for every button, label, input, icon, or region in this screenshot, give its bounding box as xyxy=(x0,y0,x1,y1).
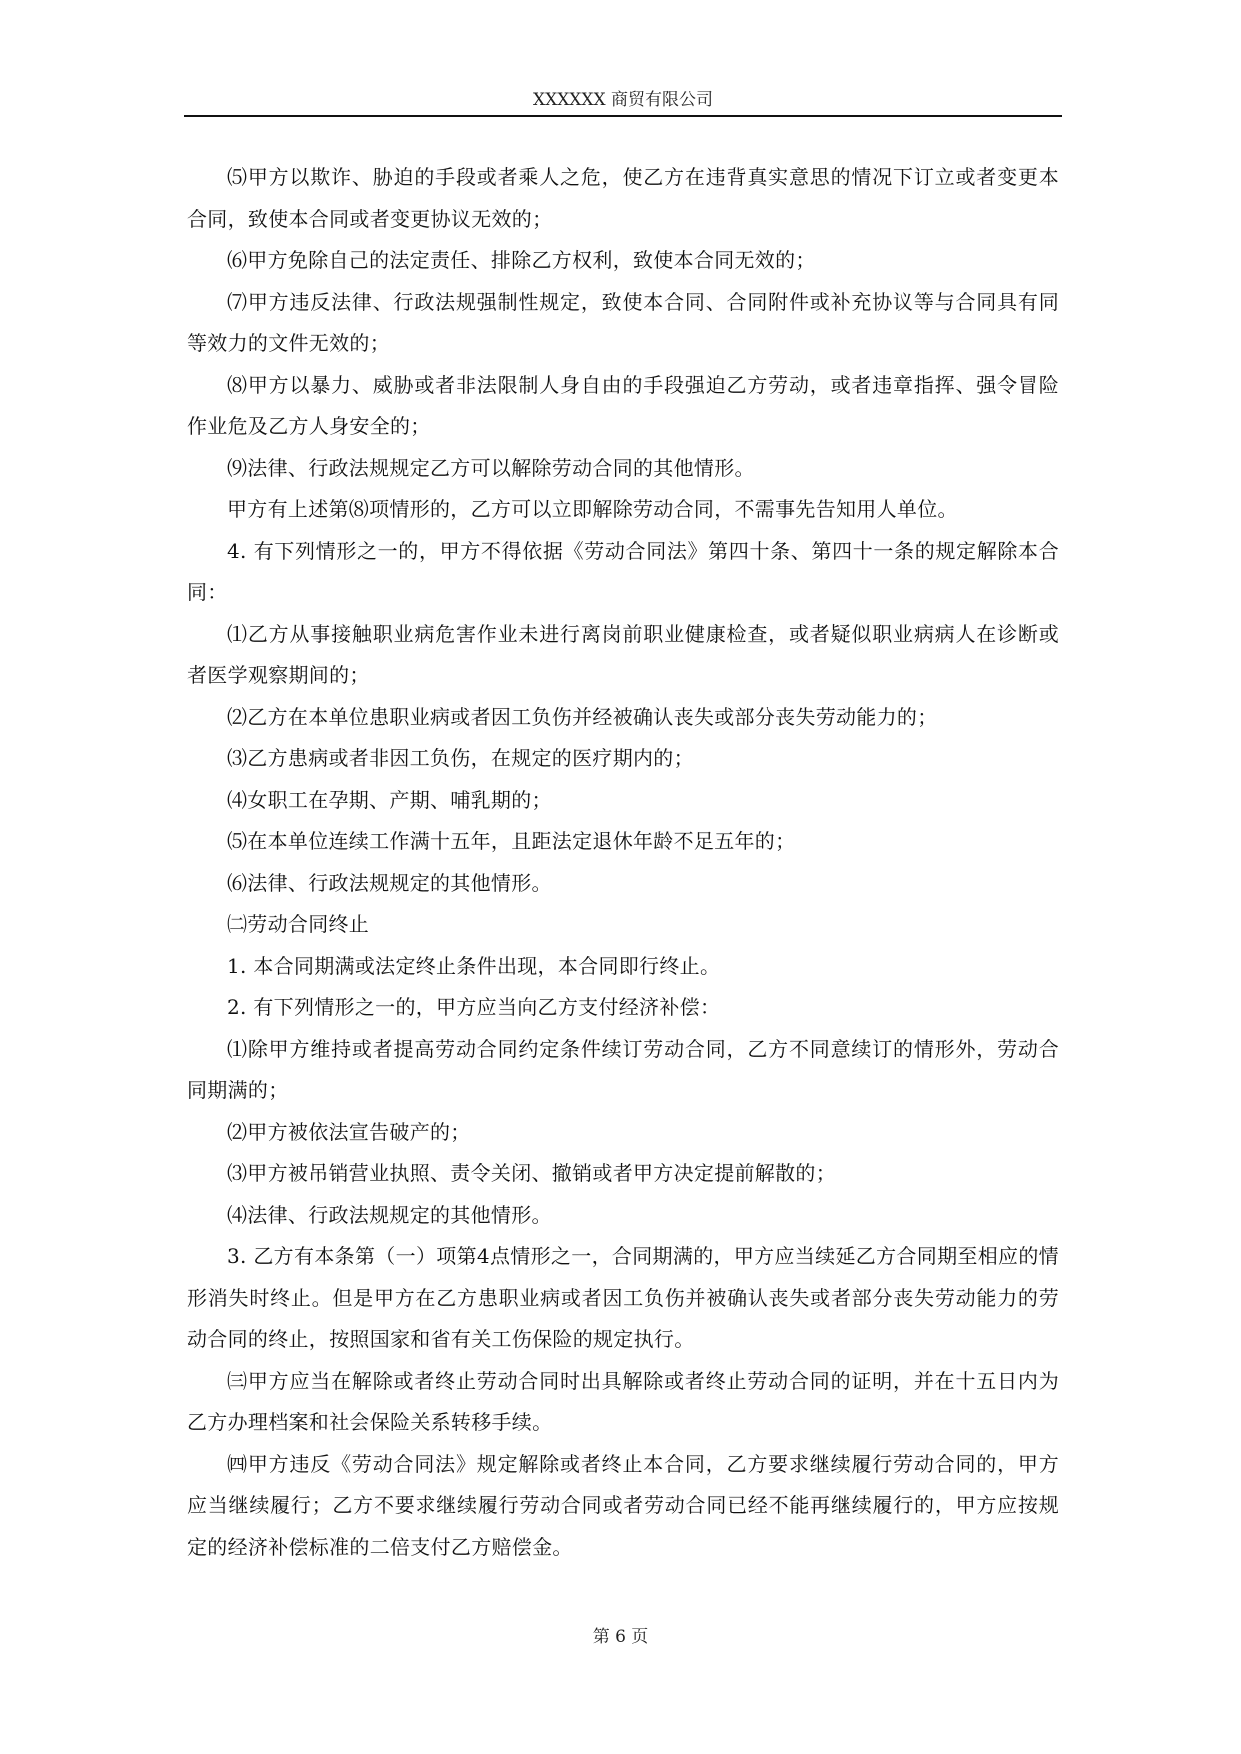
paragraph: ⑷法律、行政法规规定的其他情形。 xyxy=(227,1202,552,1227)
paragraph: ⑹甲方免除自己的法定责任、排除乙方权利，致使本合同无效的； xyxy=(227,248,816,272)
paragraph: ⑸甲方以欺诈、胁迫的手段或者乘人之危，使乙方在违背真实意思的情况下订立或者变更本合同，致使本合同或者变更协议无效的； xyxy=(187,165,1059,231)
page-header: XXXXXX 商贸有限公司 xyxy=(532,90,714,110)
paragraph: ⑼法律、行政法规规定乙方可以解除劳动合同的其他情形。 xyxy=(227,455,755,480)
paragraph: ⑷女职工在孕期、产期、哺乳期的； xyxy=(227,787,552,812)
paragraph: 3. 乙方有本条第（一）项第4点情形之一，合同期满的，甲方应当续延乙方合同期至相应的情形消失时终止。但是甲方在乙方患职业病或者因工负伤并被确认丧失或者部分丧失劳动能力的劳动合同的终止，按照国家和省有关工伤保险的规定执行。 xyxy=(187,1244,1059,1351)
page-number: 第 6 页 xyxy=(592,1627,649,1647)
paragraph: 甲方有上述第⑻项情形的，乙方可以立即解除劳动合同，不需事先告知用人单位。 xyxy=(227,497,958,521)
section-heading: ㈡劳动合同终止 xyxy=(227,912,370,936)
paragraph: ㈣甲方违反《劳动合同法》规定解除或者终止本合同，乙方要求继续履行劳动合同的，甲方应当继续履行；乙方不要求继续履行劳动合同或者劳动合同已经不能再继续履行的，甲方应按规定的经济补偿标准的二倍支付乙方赔偿金。 xyxy=(187,1451,1059,1559)
paragraph: ⑵乙方在本单位患职业病或者因工负伤并经被确认丧失或部分丧失劳动能力的； xyxy=(227,704,938,729)
paragraph: ⑴乙方从事接触职业病危害作业未进行离岗前职业健康检查，或者疑似职业病病人在诊断或者医学观察期间的； xyxy=(187,621,1059,687)
paragraph: ⑸在本单位连续工作满十五年，且距法定退休年龄不足五年的； xyxy=(227,829,796,853)
paragraph: ⑶甲方被吊销营业执照、责令关闭、撤销或者甲方决定提前解散的； xyxy=(227,1161,836,1185)
paragraph: ⑶乙方患病或者非因工负伤，在规定的医疗期内的； xyxy=(227,746,694,770)
paragraph: ⑻甲方以暴力、威胁或者非法限制人身自由的手段强迫乙方劳动，或者违章指挥、强令冒险作业危及乙方人身安全的； xyxy=(187,372,1059,438)
paragraph: ⑹法律、行政法规规定的其他情形。 xyxy=(227,870,552,895)
paragraph: ⑴除甲方维持或者提高劳动合同约定条件续订劳动合同，乙方不同意续订的情形外，劳动合同期满的； xyxy=(187,1036,1059,1102)
paragraph: 1. 本合同期满或法定终止条件出现，本合同即行终止。 xyxy=(227,953,721,978)
document-body xyxy=(187,157,1059,1568)
header-divider xyxy=(184,115,1062,117)
paragraph: ⑺甲方违反法律、行政法规强制性规定，致使本合同、合同附件或补充协议等与合同具有同等效力的文件无效的； xyxy=(187,289,1059,355)
paragraph: ㈢甲方应当在解除或者终止劳动合同时出具解除或者终止劳动合同的证明，并在十五日内为乙方办理档案和社会保险关系转移手续。 xyxy=(187,1368,1059,1434)
paragraph: ⑵甲方被依法宣告破产的； xyxy=(227,1119,471,1144)
paragraph: 4. 有下列情形之一的，甲方不得依据《劳动合同法》第四十条、第四十一条的规定解除本合同： xyxy=(187,538,1059,604)
paragraph: 2. 有下列情形之一的，甲方应当向乙方支付经济补偿： xyxy=(227,995,721,1019)
